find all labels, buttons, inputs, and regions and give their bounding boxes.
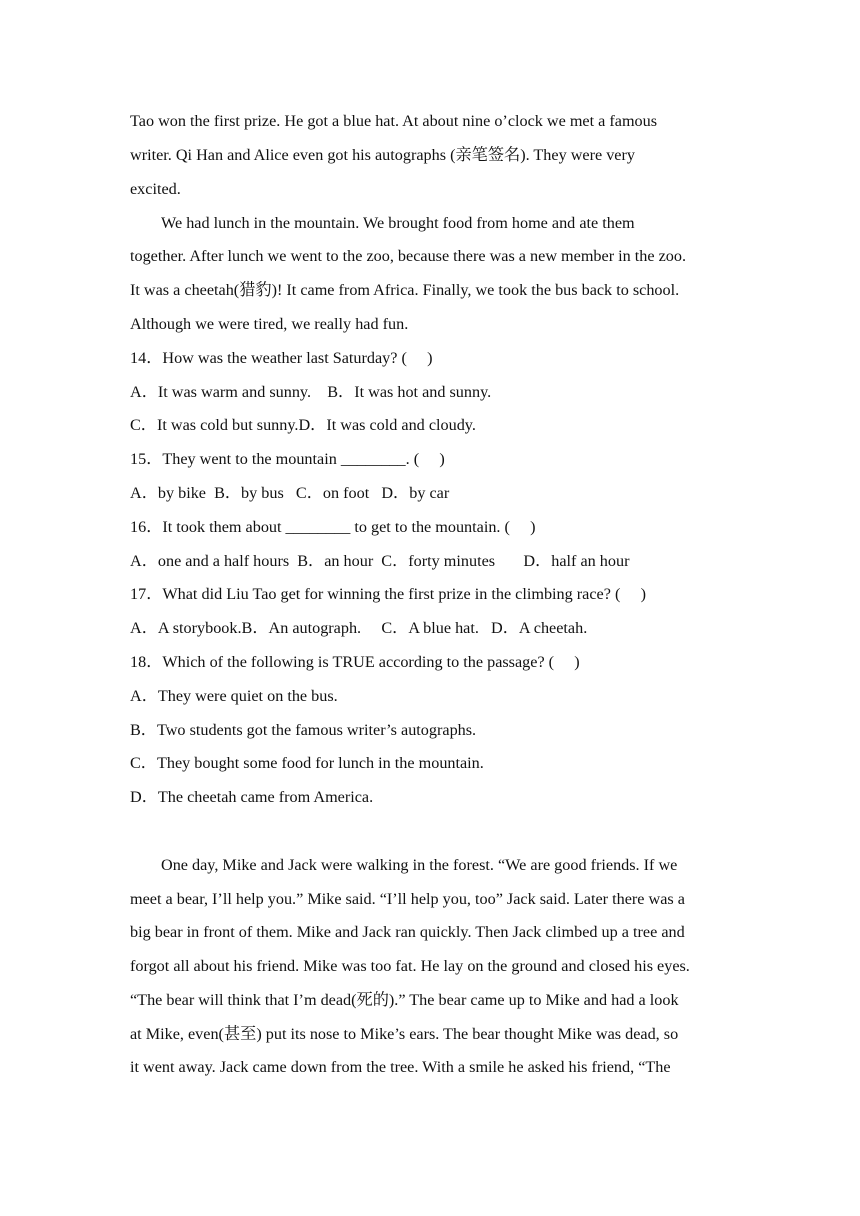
question-18-option-c: C．They bought some food for lunch in the mountain.	[130, 754, 484, 772]
question-14-options-1: A．It was warm and sunny. B．It was hot and sunny.	[130, 383, 492, 401]
question-16-options: A．one and a half hours B．an hour C．forty minutes D．half an hour	[130, 552, 630, 570]
passage2-line-6: at Mike, even(甚至) put its nose to Mike’s ears. The bear thought Mike was dead, so	[130, 1025, 679, 1043]
question-18-option-b: B．Two students got the famous writer’s autographs.	[130, 721, 477, 739]
passage1-line-2: writer. Qi Han and Alice even got his autographs (亲笔签名). They were very	[130, 146, 635, 164]
question-17-stem: 17．What did Liu Tao get for winning the first prize in the climbing race? ( )	[130, 585, 646, 603]
passage2-line-4: forgot all about his friend. Mike was too fat. He lay on the ground and closed his eyes.	[130, 957, 690, 975]
passage2-line-3: big bear in front of them. Mike and Jack ran quickly. Then Jack climbed up a tree and	[130, 923, 685, 941]
passage1-line-6: It was a cheetah(猎豹)! It came from Africa. Finally, we took the bus back to school.	[130, 281, 680, 299]
question-17-options: A．A storybook.B．An autograph. C．A blue hat. D．A cheetah.	[130, 619, 588, 637]
passage2-line-2: meet a bear, I’ll help you.” Mike said. “I’ll help you, too” Jack said. Later there was a	[130, 890, 685, 908]
passage2-line-5: “The bear will think that I’m dead(死的).” The bear came up to Mike and had a look	[130, 991, 679, 1009]
passage1-line-3: excited.	[130, 180, 181, 198]
passage2-line-1: One day, Mike and Jack were walking in the forest. “We are good friends. If we	[161, 856, 678, 874]
question-16-stem: 16．It took them about ________ to get to the mountain. ( )	[130, 518, 536, 536]
question-14-options-2: C．It was cold but sunny.D．It was cold and cloudy.	[130, 416, 476, 434]
passage1-line-4: We had lunch in the mountain. We brought food from home and ate them	[161, 214, 635, 232]
question-14-stem: 14．How was the weather last Saturday? ( )	[130, 349, 433, 367]
passage2-line-7: it went away. Jack came down from the tree. With a smile he asked his friend, “The	[130, 1058, 671, 1076]
passage1-line-1: Tao won the first prize. He got a blue hat. At about nine o’clock we met a famous	[130, 112, 658, 130]
question-18-option-d: D．The cheetah came from America.	[130, 788, 374, 806]
passage1-line-5: together. After lunch we went to the zoo, because there was a new member in the zoo.	[130, 247, 687, 265]
passage1-line-7: Although we were tired, we really had fun.	[130, 315, 409, 333]
question-18-option-a: A．They were quiet on the bus.	[130, 687, 338, 705]
question-15-options: A．by bike B．by bus C．on foot D．by car	[130, 484, 450, 502]
question-15-stem: 15．They went to the mountain ________. ( )	[130, 450, 445, 468]
question-18-stem: 18．Which of the following is TRUE according to the passage? ( )	[130, 653, 580, 671]
